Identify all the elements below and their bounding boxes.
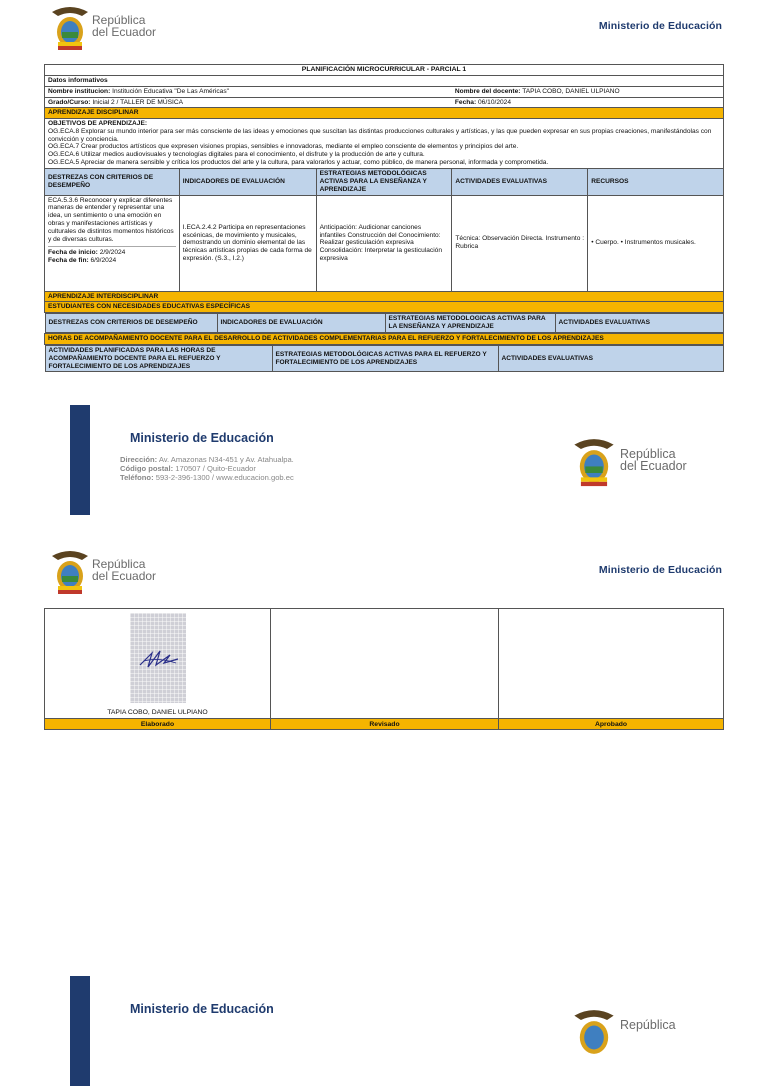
codigo-label: Código postal: [120,464,174,473]
footer-contact [120,455,294,482]
col-header-actividades: ACTIVIDADES EVALUATIVAS [452,168,588,195]
coat-of-arms-icon [48,2,92,52]
label-aprobado: Aprobado [499,719,724,730]
nee-header-wrap [45,313,724,334]
nee-col-actividades: ACTIVIDADES EVALUATIVAS [555,314,723,333]
col-header-destrezas: DESTREZAS CON CRITERIOS DE DESEMPEÑO [45,168,180,195]
grado-label: Grado/Curso: [48,98,91,106]
label-revisado: Revisado [271,719,499,730]
direccion-value: Av. Amazonas N34-451 y Av. Atahualpa. [158,455,294,464]
signature-revisado-cell [271,609,499,719]
necesidades-educativas: ESTUDIANTES CON NECESIDADES EDUCATIVAS ESPECÍFICAS [45,302,724,313]
coat-of-arms-icon [48,546,92,596]
logo-text [620,1019,676,1031]
nee-col-destrezas: DESTREZAS CON CRITERIOS DE DESEMPEÑO [45,314,217,333]
aprendizaje-disciplinar: APRENDIZAJE DISCIPLINAR [45,108,724,119]
institucion-cell [45,86,452,97]
page-header-2 [0,544,768,604]
fecha-value: 06/10/2024 [478,98,512,106]
fecha-fin-label: Fecha de fin: [48,257,89,265]
ministry-title: Ministerio de Educación [598,564,722,576]
republic-logo [48,546,168,598]
handwritten-signature-icon [130,613,186,703]
grado-cell [45,97,452,108]
docente-cell [452,86,724,97]
page-header [0,0,768,60]
logo-text [92,14,156,38]
actividades-cell: Técnica: Observación Directa. Instrumento : Rubrica [452,195,588,291]
logo-text [92,558,156,582]
republic-logo [48,2,168,54]
docente-value: TAPIA COBO, DANIEL ULPIANO [522,87,620,95]
telefono-value: 593-2-396-1300 / www.educacion.gob.ec [155,473,294,482]
objetivo-item: OG.ECA.8 Explorar su mundo interior para ser más consciente de las ideas y emociones que suscitan las distintas producciones culturales y artísticas, y las que pueden expresar en sus propias creaciones, manifestándolas con convicción y conciencia. [48,127,712,143]
logo-line-1: República [620,1018,676,1032]
fecha-inicio-label: Fecha de inicio: [48,249,98,257]
signature-table [44,608,724,730]
fecha-cell [452,97,724,108]
footer-ministry: Ministerio de Educación [130,431,274,445]
telefono-label: Teléfono: [120,473,154,482]
planning-table [44,64,724,372]
logo-line-1: República [620,447,676,461]
nee-header-table [45,313,724,333]
objetivo-item: OG.ECA.6 Utilizar medios audiovisuales y tecnologías digitales para el conocimiento, el disfrute y la producción de arte y cultura. [48,151,425,159]
objetivos-cell [45,119,724,169]
aprendizaje-interdisciplinar: APRENDIZAJE INTERDISCIPLINAR [45,291,724,302]
logo-line-1: República [92,13,146,27]
logo-line-1: República [92,557,146,571]
horas-acompanamiento: HORAS DE ACOMPAÑAMIENTO DOCENTE PARA EL DESARROLLO DE ACTIVIDADES COMPLEMENTARIAS PARA EL REFUERZO Y FORTALECIMIENTO DE LOS APRENDIZAJES [45,334,724,345]
fecha-fin-value: 6/9/2024 [90,257,117,265]
coat-of-arms-icon [570,433,618,489]
label-elaborado: Elaborado [45,719,271,730]
objetivos-label: OBJETIVOS DE APRENDIZAJE: [48,120,148,128]
destreza-cell [45,195,180,291]
page-footer [0,405,768,525]
objetivo-item: OG.ECA.7 Crear productos artísticos que expresen visiones propias, sensibles e innovadoras, mediante el empleo consciente de elementos y principios del arte. [48,143,519,151]
republic-logo-footer [570,1004,700,1064]
horas-header-table [45,345,724,372]
nee-col-indicadores: INDICADORES DE EVALUACIÓN [217,314,385,333]
horas-col-actividades: ACTIVIDADES EVALUATIVAS [498,345,723,371]
footer-accent-bar [70,405,90,515]
fecha-label: Fecha: [454,98,477,106]
institucion-label: Nombre institucion: [48,87,111,95]
signature-image [130,613,186,703]
horas-header-wrap [45,344,724,372]
institucion-value: Institución Educativa "De Las Américas" [112,87,229,95]
signature-aprobado-cell [499,609,724,719]
col-header-indicadores: INDICADORES DE EVALUACIÓN [179,168,316,195]
republic-logo-footer [570,433,700,493]
coat-of-arms-icon [570,1004,618,1060]
logo-line-2: del Ecuador [92,569,157,583]
docente-label: Nombre del docente: [454,87,521,95]
indicador-cell: I.ECA.2.4.2 Participa en representaciones escénicas, de movimiento y musicales, demostrando un dominio elemental de las técnicas artísticas propias de cada forma de expresión. (S.3., I.2.) [179,195,316,291]
horas-col-actividades-planificadas: ACTIVIDADES PLANIFICADAS PARA LAS HORAS DE ACOMPAÑAMIENTO DOCENTE PARA EL REFUERZO Y FORTALECIMIENTO DE LOS APRENDIZAJES [45,345,272,371]
ministry-title: Ministerio de Educación [598,20,722,32]
grado-value: Inicial 2 / TALLER DE MÚSICA [92,98,183,106]
col-header-estrategias: ESTRATEGIAS METODOLÓGICAS ACTIVAS PARA LA ENSEÑANZA Y APRENDIZAJE [316,168,452,195]
plan-title: PLANIFICACIÓN MICROCURRICULAR - PARCIAL 1 [45,65,724,76]
logo-line-2: del Ecuador [92,25,157,39]
datos-informativos: Datos informativos [45,76,724,87]
divider [48,246,176,247]
footer-accent-bar [70,976,90,1086]
fecha-inicio-value: 2/9/2024 [99,249,126,257]
footer-ministry: Ministerio de Educación [130,1002,274,1016]
codigo-value: 170507 / Quito-Ecuador [175,464,256,473]
estrategias-cell: Anticipación: Audicionar canciones infantiles Construcción del Conocimiento: Realizar gesticulación expresiva Consolidación: Interpretar la gesticulación expresiva [316,195,452,291]
nee-col-estrategias: ESTRATEGIAS METODOLOGICAS ACTIVAS PARA LA ENSEÑANZA Y APRENDIZAJE [385,314,555,333]
logo-text [620,448,687,472]
page-footer-2 [0,976,768,1032]
signer-name: TAPIA COBO, DANIEL ULPIANO [107,709,208,716]
signature-elaborado-cell [45,609,271,719]
horas-col-estrategias: ESTRATEGIAS METODOLÓGICAS ACTIVAS PARA EL REFUERZO Y FORTALECIMIENTO DE LOS APRENDIZAJES [272,345,498,371]
recursos-cell: • Cuerpo. • Instrumentos musicales. [588,195,724,291]
direccion-label: Dirección: [120,455,158,464]
objetivo-item: OG.ECA.5 Apreciar de manera sensible y crítica los productos del arte y la cultura, para valorarlos y actuar, como público, de manera personal, informada y comprometida. [48,158,549,166]
destreza-text: ECA.5.3.6 Reconocer y explicar diferentes maneras de entender y representar una idea, un sentimiento o una emoción en obras y manifestaciones artísticas y culturales de distintos momentos históricos y de diversas culturas. [48,196,174,243]
logo-line-2: del Ecuador [620,459,687,473]
col-header-recursos: RECURSOS [588,168,724,195]
